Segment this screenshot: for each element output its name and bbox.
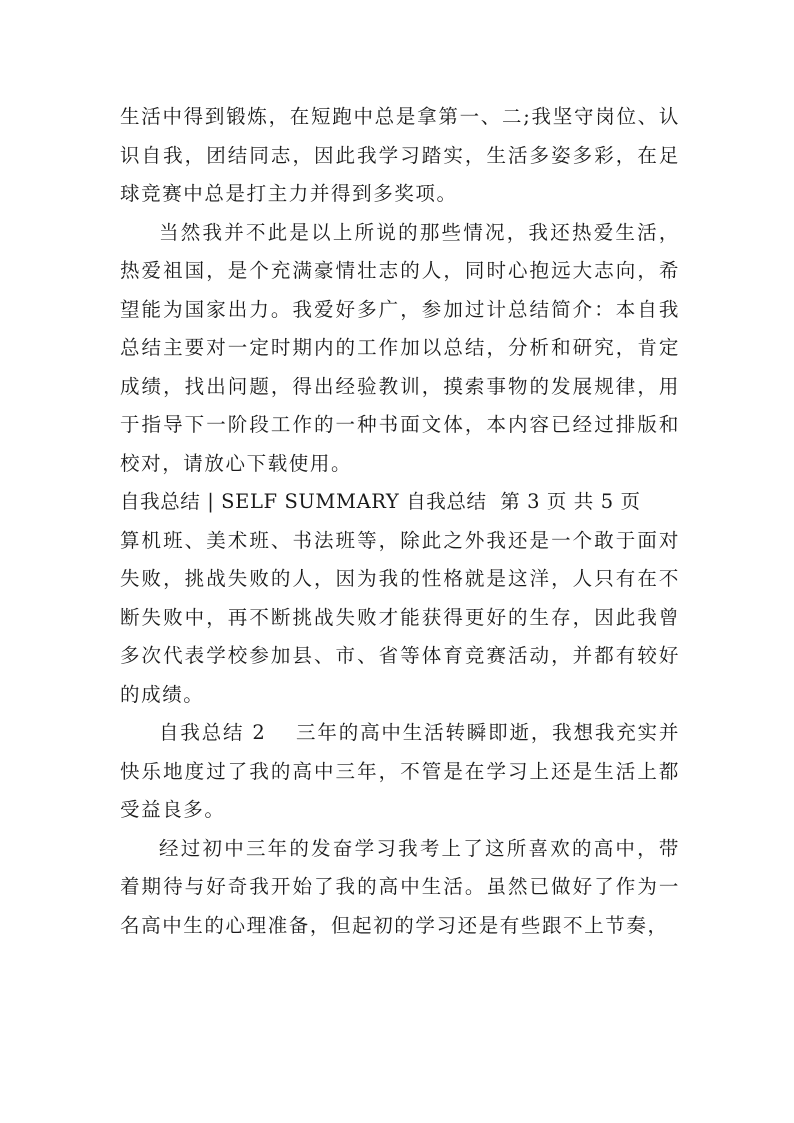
document-body [120, 98, 680, 945]
page-footer: 自我总结 | SELF SUMMARY 自我总结 第 3 页 共 5 页 [120, 490, 641, 513]
paragraph-5: 经过初中三年的发奋学习我考上了这所喜欢的高中，带着期待与好奇我开始了我的高中生活。虽然已做好了作为一名高中生的心理准备，但起初的学习还是有些跟不上节奏， [120, 836, 680, 937]
paragraph-4: 自我总结 2 三年的高中生活转瞬即逝，我想我充实并快乐地度过了我的高中三年，不管是在学习上还是生活上都受益良多。 [120, 721, 680, 821]
paragraph-1: 生活中得到锻炼，在短跑中总是拿第一、二;我坚守岗位、认识自我，团结同志，因此我学习踏实，生活多姿多彩，在足球竞赛中总是打主力并得到多奖项。 [120, 105, 680, 205]
paragraph-2: 当然我并不此是以上所说的那些情况，我还热爱生活，热爱祖国，是个充满豪情壮志的人，同时心抱远大志向，希望能为国家出力。我爱好多广，参加过计总结简介：本自我总结主要对一定时期内的工作加以总结，分析和研究，肯定成绩，找出问题，得出经验教训，摸索事物的发展规律，用于指导下一阶段工作的一种书面文体，本内容已经过排版和校对，请放心下载使用。 [120, 220, 680, 475]
paragraph-3: 算机班、美术班、书法班等，除此之外我还是一个敢于面对失败，挑战失败的人，因为我的性格就是这洋，人只有在不断失败中，再不断挑战失败才能获得更好的生存，因此我曾多次代表学校参加县、市、省等体育竞赛活动，并都有较好的成绩。 [120, 528, 680, 706]
